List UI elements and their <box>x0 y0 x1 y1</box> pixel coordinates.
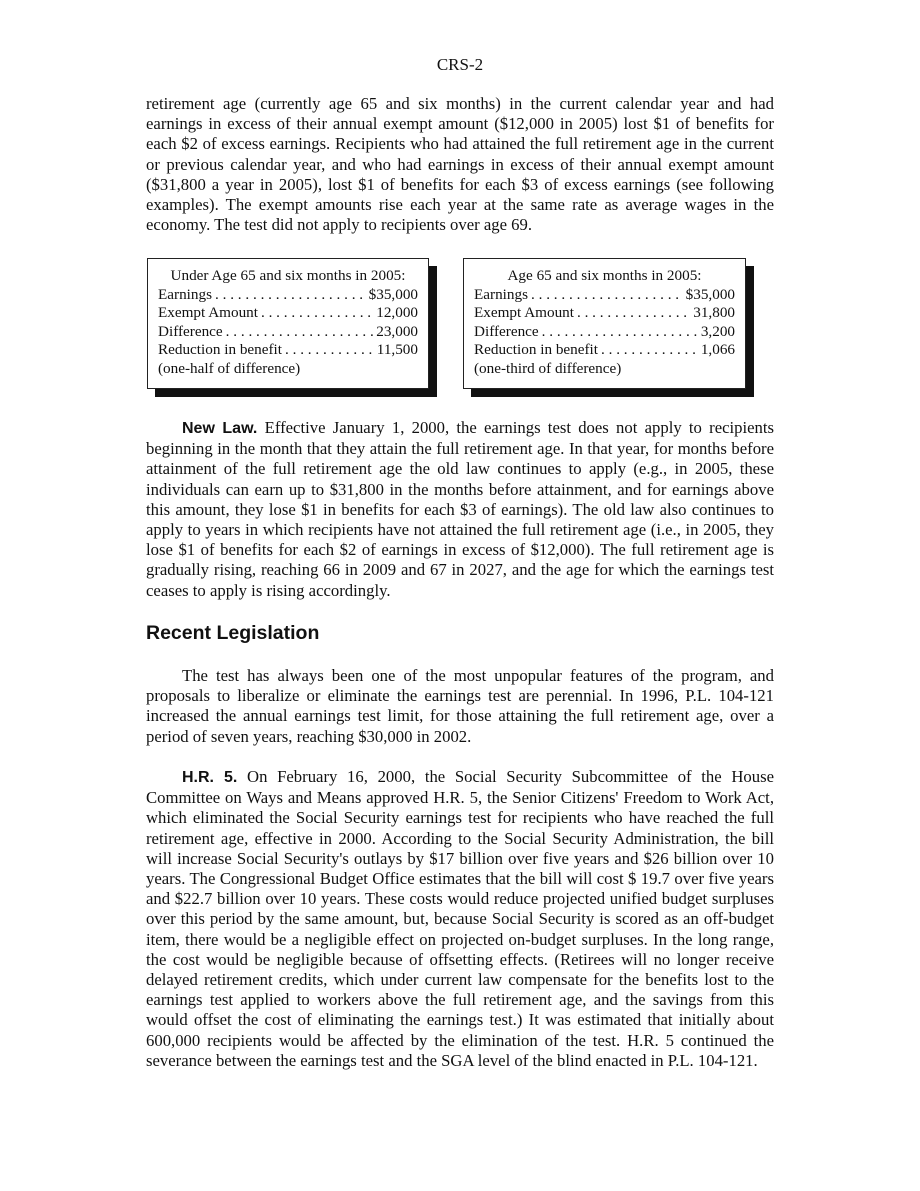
hr5-heading: H.R. 5. <box>182 769 238 786</box>
row-value: 1,066 <box>700 341 735 359</box>
hr5-paragraph <box>146 767 774 1071</box>
example-note: (one-half of difference) <box>158 359 301 377</box>
recent-legislation-section <box>146 666 774 747</box>
row-value: $35,000 <box>685 285 735 303</box>
leader-dots <box>226 323 374 342</box>
example-row-earnings <box>474 286 735 305</box>
example-box-title: Age 65 and six months in 2005: <box>507 267 702 284</box>
leader-dots <box>531 286 683 305</box>
leader-dots <box>285 341 374 360</box>
row-label: Reduction in benefit <box>158 341 282 359</box>
row-value: $35,000 <box>368 285 418 303</box>
row-label: Exempt Amount <box>158 304 258 322</box>
leader-dots <box>542 323 698 342</box>
row-value: 31,800 <box>693 304 735 322</box>
leader-dots <box>577 304 690 323</box>
row-value: 11,500 <box>376 341 418 359</box>
row-label: Difference <box>158 322 223 340</box>
example-row-exempt-amount <box>474 304 735 323</box>
example-row-reduction <box>474 341 735 360</box>
row-label: Difference <box>474 322 539 340</box>
example-box-under-65 <box>147 258 429 389</box>
recent-legislation-paragraph: The test has always been one of the most unpopular features of the program, and proposals to liberalize or eliminate the earnings test are perennial. In 1996, P.L. 104-121 increased the annual earnings test limit, for those attaining the full retirement age, over a period of seven years, reaching $30,000 in 2002. <box>146 666 774 746</box>
new-law-heading: New Law. <box>182 420 258 437</box>
leader-dots <box>215 286 366 305</box>
row-label: Exempt Amount <box>474 304 574 322</box>
leader-dots <box>601 341 698 360</box>
row-value: 3,200 <box>700 322 735 340</box>
row-label: Earnings <box>158 285 212 303</box>
example-row-reduction <box>158 341 418 360</box>
example-row-difference <box>474 323 735 342</box>
hr5-text: On February 16, 2000, the Social Security Subcommittee of the House Committee on Ways and Means approved H.R. 5, the Senior Citizens' Freedom to Work Act, which eliminated the Social Security earnings test for recipients who have reached the full retirement age, effective in 2000. According to the Social Security Administration, the bill will increase Social Security's outlays by $17 billion over five years and $26 billion over 10 years. The Congressional Budget Office estimates that the bill will cost $ 19.7 over five years and $22.7 billion over 10 years. These costs would reduce projected unified budget surpluses over this period by the same amount, but, because Social Security is scored as an off-budget item, there would be a negligible effect on projected on-budget surpluses. In the long range, the cost would be negligible because of offsetting effects. (Retirees will no longer receive delayed retirement credits, which under current law compensate for the benefits lost to the earnings test applied to workers above the full retirement age, and the savings from this would offset the cost of eliminating the earnings test.) It was estimated that initially about 600,000 recipients would be affected by the elimination of the test. H.R. 5 continued the severance between the earnings test and the SGA level of the blind enacted in P.L. 104-121. <box>146 767 775 1070</box>
intro-section <box>146 94 774 235</box>
row-label: Reduction in benefit <box>474 341 598 359</box>
intro-paragraph: retirement age (currently age 65 and six months) in the current calendar year and had earnings in excess of their annual exempt amount ($12,000 in 2005) lost $1 of benefits for each $2 of excess earnings. Recipients who had attained the full retirement age in the current or previous calendar year, and who had earnings in excess of their annual exempt amount ($31,800 a year in 2005), lost $1 of benefits for each $3 of excess earnings (see following examples). The exempt amounts rise each year at the same rate as average wages in the economy. The test did not apply to recipients over age 69. <box>146 94 774 235</box>
hr5-section <box>146 767 774 1071</box>
example-row-exempt-amount <box>158 304 418 323</box>
new-law-paragraph <box>146 418 774 601</box>
example-row-difference <box>158 323 418 342</box>
row-value: 23,000 <box>376 322 418 340</box>
example-row-earnings <box>158 286 418 305</box>
example-box-65-and-six-months <box>463 258 746 389</box>
example-box-title: Under Age 65 and six months in 2005: <box>170 267 406 284</box>
page-number-header: CRS-2 <box>436 55 484 74</box>
new-law-section <box>146 418 774 601</box>
row-value: 12,000 <box>376 304 418 322</box>
leader-dots <box>261 304 373 323</box>
new-law-text: Effective January 1, 2000, the earnings test does not apply to recipients beginning in the month that they attain the full retirement age. In that year, for months before attainment of the full retirement age the old law continues to apply (e.g., in 2005, these individuals can earn up to $31,800 in the months before attainment, and for earnings above this amount, they lose $1 in benefits for each $3 of earnings). The old law also continues to apply to years in which recipients have not attained the full retirement age (i.e., in 2005, they lose $1 of benefits for each $2 of earnings in excess of $12,000). The full retirement age is gradually rising, reaching 66 in 2009 and 67 in 2027, and the age for which the earnings test ceases to apply is rising accordingly. <box>146 418 775 600</box>
row-label: Earnings <box>474 285 528 303</box>
example-note: (one-third of difference) <box>474 359 622 377</box>
recent-legislation-heading: Recent Legislation <box>146 622 320 644</box>
